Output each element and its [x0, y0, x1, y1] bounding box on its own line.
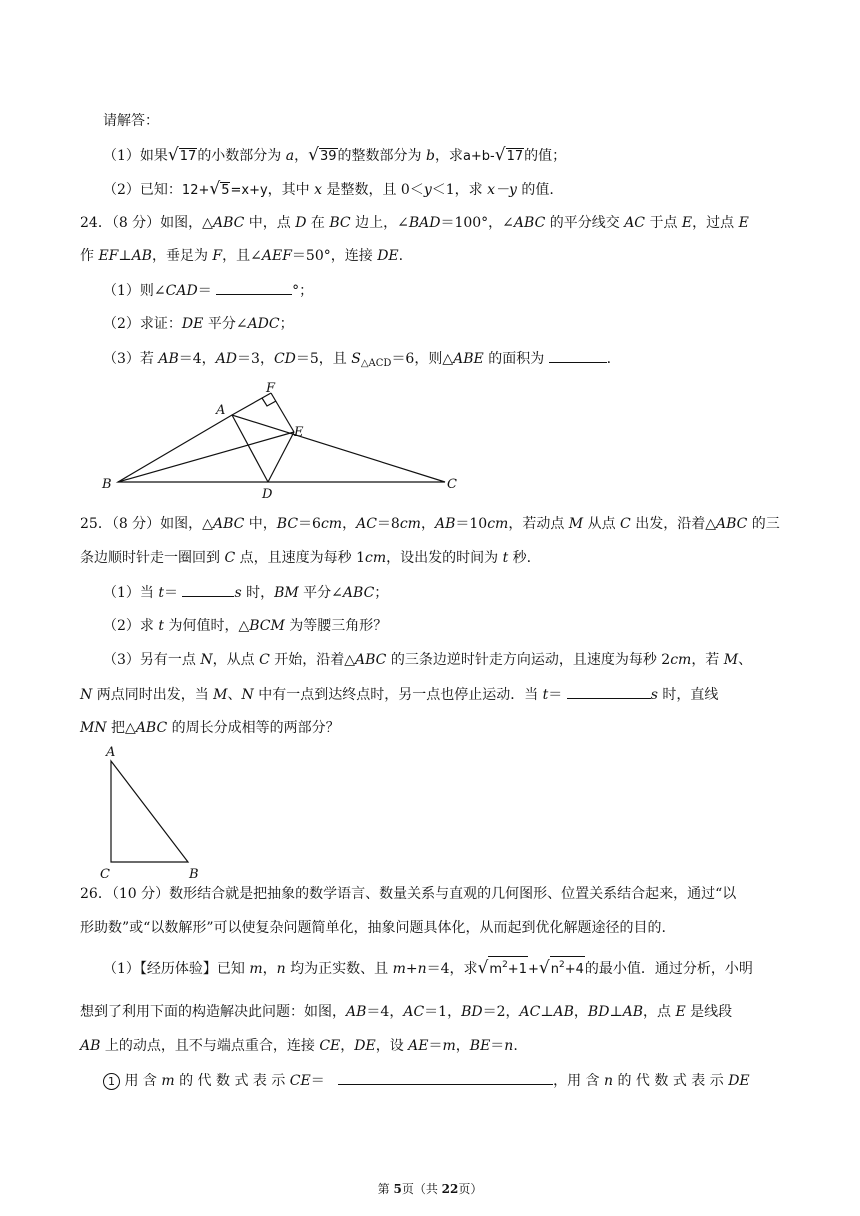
label-a: A: [216, 403, 226, 418]
text-run: ，过点: [692, 215, 739, 231]
text-run: AC: [356, 516, 377, 532]
text-run: CE: [319, 1038, 341, 1054]
text-run: 25．（8 分）如图，△: [80, 516, 213, 532]
text-run: M: [723, 652, 739, 668]
q24-part1: （1）则∠CAD＝ °；: [103, 280, 313, 301]
page-footer: 第 5页（共 22页）: [377, 1182, 483, 1196]
label-d: D: [262, 487, 273, 500]
text-run: ⊥: [609, 1004, 623, 1020]
q26-part1-line3: [80, 1036, 518, 1056]
text-run: N: [200, 652, 213, 668]
answer-blank[interactable]: [216, 280, 292, 295]
text-run: BAD: [408, 215, 441, 231]
text-run: 开始，沿着△: [269, 652, 355, 668]
text-run: ⊥: [540, 1004, 554, 1020]
text-run: CD: [273, 351, 296, 367]
text-run: AC: [403, 1004, 425, 1020]
q26-stem-line1: 26．（10 分）数形结合就是把抽象的数学语言、数量关系与直观的几何图形、位置关系结合起来，通过“以: [80, 886, 737, 902]
text-run: BE: [469, 1038, 491, 1054]
text-run: E: [675, 1004, 686, 1020]
text-run: ＝4，: [178, 351, 216, 367]
text-run: （3）若: [103, 351, 159, 367]
text-run: （2）求证：: [103, 316, 182, 332]
text-run: 从点: [583, 516, 621, 532]
text-run: 于点: [645, 215, 682, 231]
text-run: 平分∠: [203, 316, 248, 332]
text-run: .: [513, 1038, 518, 1054]
text-run: 秒.: [508, 550, 532, 566]
text-run: AB: [80, 1038, 101, 1054]
text-run: n: [504, 1038, 514, 1054]
text-run: （3）另有一点: [103, 652, 201, 668]
text-run: n: [417, 961, 427, 977]
text-run: ＝10: [455, 516, 488, 532]
segment-de: [268, 432, 294, 482]
text-run: 的三条边逆时针走方向运动，且速度为每秒 2: [386, 652, 671, 668]
text-run: ，点: [643, 1004, 676, 1020]
text-run: ；: [279, 316, 294, 332]
answer-blank[interactable]: [182, 582, 234, 597]
q26-part1-line2: [80, 1002, 732, 1022]
text-run: n: [276, 961, 286, 977]
q25-part3-line3: [80, 718, 340, 738]
text-run: ，: [455, 1038, 470, 1054]
text-run: ，从点: [212, 652, 260, 668]
text-run: E: [738, 215, 749, 231]
q24-part3: （3）若 AB＝4，AD＝3，CD＝5，且 $S_{\triangle ACD}=6$，则△ABE 的面积为 .: [103, 348, 611, 374]
q23-intro: 请解答：: [103, 113, 159, 129]
text-run: ，若: [691, 652, 724, 668]
text-run: AB: [346, 1004, 367, 1020]
q24-part2: [103, 314, 294, 334]
text-run: t: [502, 550, 509, 566]
text-run: +: [405, 961, 418, 977]
text-run: 的周长分成相等的两部分？: [167, 720, 340, 736]
text-run: N: [80, 687, 93, 703]
text-run: C: [224, 550, 236, 566]
text-run: AB: [622, 1004, 644, 1020]
q26-stem-line2: 形助数”或“以数解形”可以使复杂问题简单化，抽象问题具体化，从而起到优化解题途径的目的.: [80, 920, 666, 936]
text-run: 上的动点，且不与端点重合，连接: [100, 1038, 320, 1054]
text-run: 的 代 数 式 表 示: [613, 1073, 729, 1089]
text-run: t: [158, 618, 164, 634]
text-run: n: [604, 1073, 614, 1089]
text-run: ＝4，求: [426, 961, 478, 977]
text-run: ABC: [212, 215, 245, 231]
text-run: 的面积为: [483, 351, 545, 367]
text-run: ＝5，且: [295, 351, 352, 367]
text-run: 出发，沿着△: [630, 516, 716, 532]
label-e: E: [294, 425, 304, 440]
q26-part1-line1: （1）【经历体验】已知 m，n 均为正实数、且 m+n＝4，求$√m^2+1+√n^2+4$的最小值．通过分析，小明: [103, 958, 753, 978]
text-run: ＝: [490, 1038, 505, 1054]
q25-part3-line2: N 两点同时出发，当 M、N 中有一点到达终点时，另一点也停止运动．当 t＝ s 时，直线: [80, 684, 718, 705]
text-run: AEF: [261, 248, 292, 264]
text-run: m: [392, 961, 406, 977]
text-run: ⊥: [118, 248, 132, 264]
text-run: m: [161, 1073, 175, 1089]
text-run: ，用 含: [553, 1073, 604, 1089]
text-run: ，: [342, 516, 357, 532]
text-run: DE: [377, 248, 399, 264]
text-run: ＝8: [376, 516, 400, 532]
q25-part1: （1）当 t＝ s 时，BM 平分∠ABC；: [103, 582, 388, 603]
text-run: AB: [158, 351, 179, 367]
text-run: 是线段: [685, 1004, 733, 1020]
text-run: ABC: [715, 516, 748, 532]
text-run: cm: [670, 652, 692, 668]
text-run: E: [681, 215, 693, 231]
text-run: ＝4，: [366, 1004, 404, 1020]
label-c: C: [447, 477, 457, 492]
text-run: ＝1，: [424, 1004, 462, 1020]
text-run: ＝100°，∠: [440, 215, 514, 231]
text-run: ＝6: [298, 516, 321, 532]
text-run: ABC: [212, 516, 245, 532]
q24-stem-line2: [80, 246, 403, 266]
text-run: MN: [80, 720, 107, 736]
sqrt-n2-plus-4: $n^2+4$: [550, 956, 585, 978]
text-run: EF: [98, 248, 119, 264]
text-run: ABE: [453, 351, 484, 367]
text-run: C: [620, 516, 631, 532]
q24-stem-line1: 24．（8 分）如图，△ABC 中，点 D 在 BC 边上，∠BAD＝100°，∠ABC 的平分线交 AC 于点 E，过点 E: [80, 215, 749, 231]
text-run: 点，且速度为每秒 1: [235, 550, 365, 566]
answer-blank[interactable]: [567, 684, 651, 699]
q25-part3-line1: [103, 650, 752, 670]
text-run: AE: [408, 1038, 429, 1054]
q24-figure: [96, 378, 476, 500]
text-run: ，若动点: [508, 516, 569, 532]
text-run: BC: [276, 516, 299, 532]
segment-ef: [271, 393, 294, 432]
text-run: BC: [329, 215, 351, 231]
text-run: 为何值时，△: [164, 618, 250, 634]
text-run: AC: [624, 215, 646, 231]
right-angle-mark: [262, 398, 276, 406]
text-run: ABC: [513, 215, 546, 231]
q25-stem-line2: [80, 548, 531, 568]
text-run: D: [295, 215, 307, 231]
text-run: AC: [519, 1004, 541, 1020]
text-run: 中有一点到达终点时，另一点也停止运动．当: [253, 687, 543, 703]
text-run: ＝2，: [482, 1004, 520, 1020]
text-run: ，设出发的时间为: [386, 550, 503, 566]
text-run: 均为正实数、且: [285, 961, 393, 977]
text-run: BD: [587, 1004, 610, 1020]
text-run: 的三: [747, 516, 780, 532]
text-run: ＝: [428, 1038, 443, 1054]
text-run: cm: [399, 516, 421, 532]
answer-blank[interactable]: [549, 348, 607, 363]
text-run: AB: [131, 248, 152, 264]
text-run: N: [241, 687, 254, 703]
text-run: ＝: [548, 687, 563, 703]
text-run: 把△: [106, 720, 136, 736]
text-run: ，: [340, 1038, 355, 1054]
text-run: M: [568, 516, 584, 532]
text-run: 在: [306, 215, 330, 231]
sqrt-17: 17: [179, 149, 197, 164]
text-run: 的 代 数 式 表 示: [174, 1073, 290, 1089]
text-run: 为等腰三角形？: [284, 618, 388, 634]
text-run: M: [213, 687, 228, 703]
label-b: B: [102, 477, 112, 492]
text-run: DE: [181, 316, 204, 332]
text-run: ，且∠: [222, 248, 262, 264]
text-run: 用 含: [124, 1073, 162, 1089]
circled-number: 1: [103, 1073, 120, 1090]
text-run: 想到了利用下面的构造解决此问题：如图，: [80, 1004, 346, 1020]
text-run: m: [249, 961, 263, 977]
sqrt-39: 39: [319, 149, 337, 164]
text-run: DE: [728, 1073, 750, 1089]
q25-part2: [103, 616, 387, 636]
text-run: （2）求: [103, 618, 159, 634]
q23-part1: （1）如果√17的小数部分为 a，√39的整数部分为 b，求a+b-√17的值；: [103, 145, 567, 165]
text-run: AD: [215, 351, 238, 367]
triangle-abc: [118, 415, 445, 482]
text-run: 、: [738, 652, 753, 668]
text-run: 作: [80, 248, 99, 264]
text-run: t: [542, 687, 549, 703]
text-run: AB: [434, 516, 456, 532]
text-run: cm: [364, 550, 387, 566]
text-run: cm: [320, 516, 343, 532]
label-c: C: [100, 867, 110, 882]
text-run: ，: [420, 516, 435, 532]
label-a: A: [106, 745, 116, 760]
text-run: 、: [227, 687, 242, 703]
text-run: 中，点: [244, 215, 296, 231]
text-run: ＝6，则△: [391, 351, 454, 367]
text-run: DE: [354, 1038, 376, 1054]
text-run: 的平分线交: [545, 215, 625, 231]
label-b: B: [189, 867, 199, 882]
text-run: C: [259, 652, 270, 668]
text-run: ＝: [310, 1073, 325, 1089]
segment-be: [118, 432, 294, 482]
text-run: ，设: [375, 1038, 409, 1054]
text-run: cm: [487, 516, 509, 532]
text-run: ＝3，: [237, 351, 274, 367]
text-run: AB: [553, 1004, 574, 1020]
text-run: ABC: [135, 720, 168, 736]
text-run: 条边顺时针走一圈回到: [80, 550, 225, 566]
text-run: .: [398, 248, 404, 264]
text-run: S: [351, 351, 361, 367]
text-run: 中，: [244, 516, 277, 532]
text-run: ，: [573, 1004, 588, 1020]
text-run: CE: [289, 1073, 311, 1089]
text-run: ，: [262, 961, 277, 977]
q25-figure: [96, 740, 216, 882]
q25-stem-line1: [80, 514, 780, 534]
text-run: BD: [461, 1004, 483, 1020]
text-run: 边上，∠: [350, 215, 409, 231]
text-run: ADC: [247, 316, 280, 332]
sqrt-m2-plus-1: $m^2+1$: [488, 956, 528, 978]
text-run: ＝50°，连接: [291, 248, 378, 264]
triangle-abc: [111, 761, 188, 862]
text-run: F: [212, 248, 223, 264]
text-run: m: [442, 1038, 456, 1054]
text-run: BCM: [249, 618, 285, 634]
q23-part2: （2）已知：12+√5=x+y，其中 x 是整数，且 0＜y＜1，求 x－y 的值.: [103, 179, 554, 199]
label-f: F: [266, 381, 276, 396]
text-run: ABC: [355, 652, 387, 668]
q26-part1-subq1: [103, 1070, 750, 1091]
text-run: ，垂足为: [151, 248, 213, 264]
text-run: （1）【经历体验】已知: [103, 961, 250, 977]
text-run: 两点同时出发，当: [92, 687, 214, 703]
answer-blank[interactable]: [338, 1070, 553, 1085]
